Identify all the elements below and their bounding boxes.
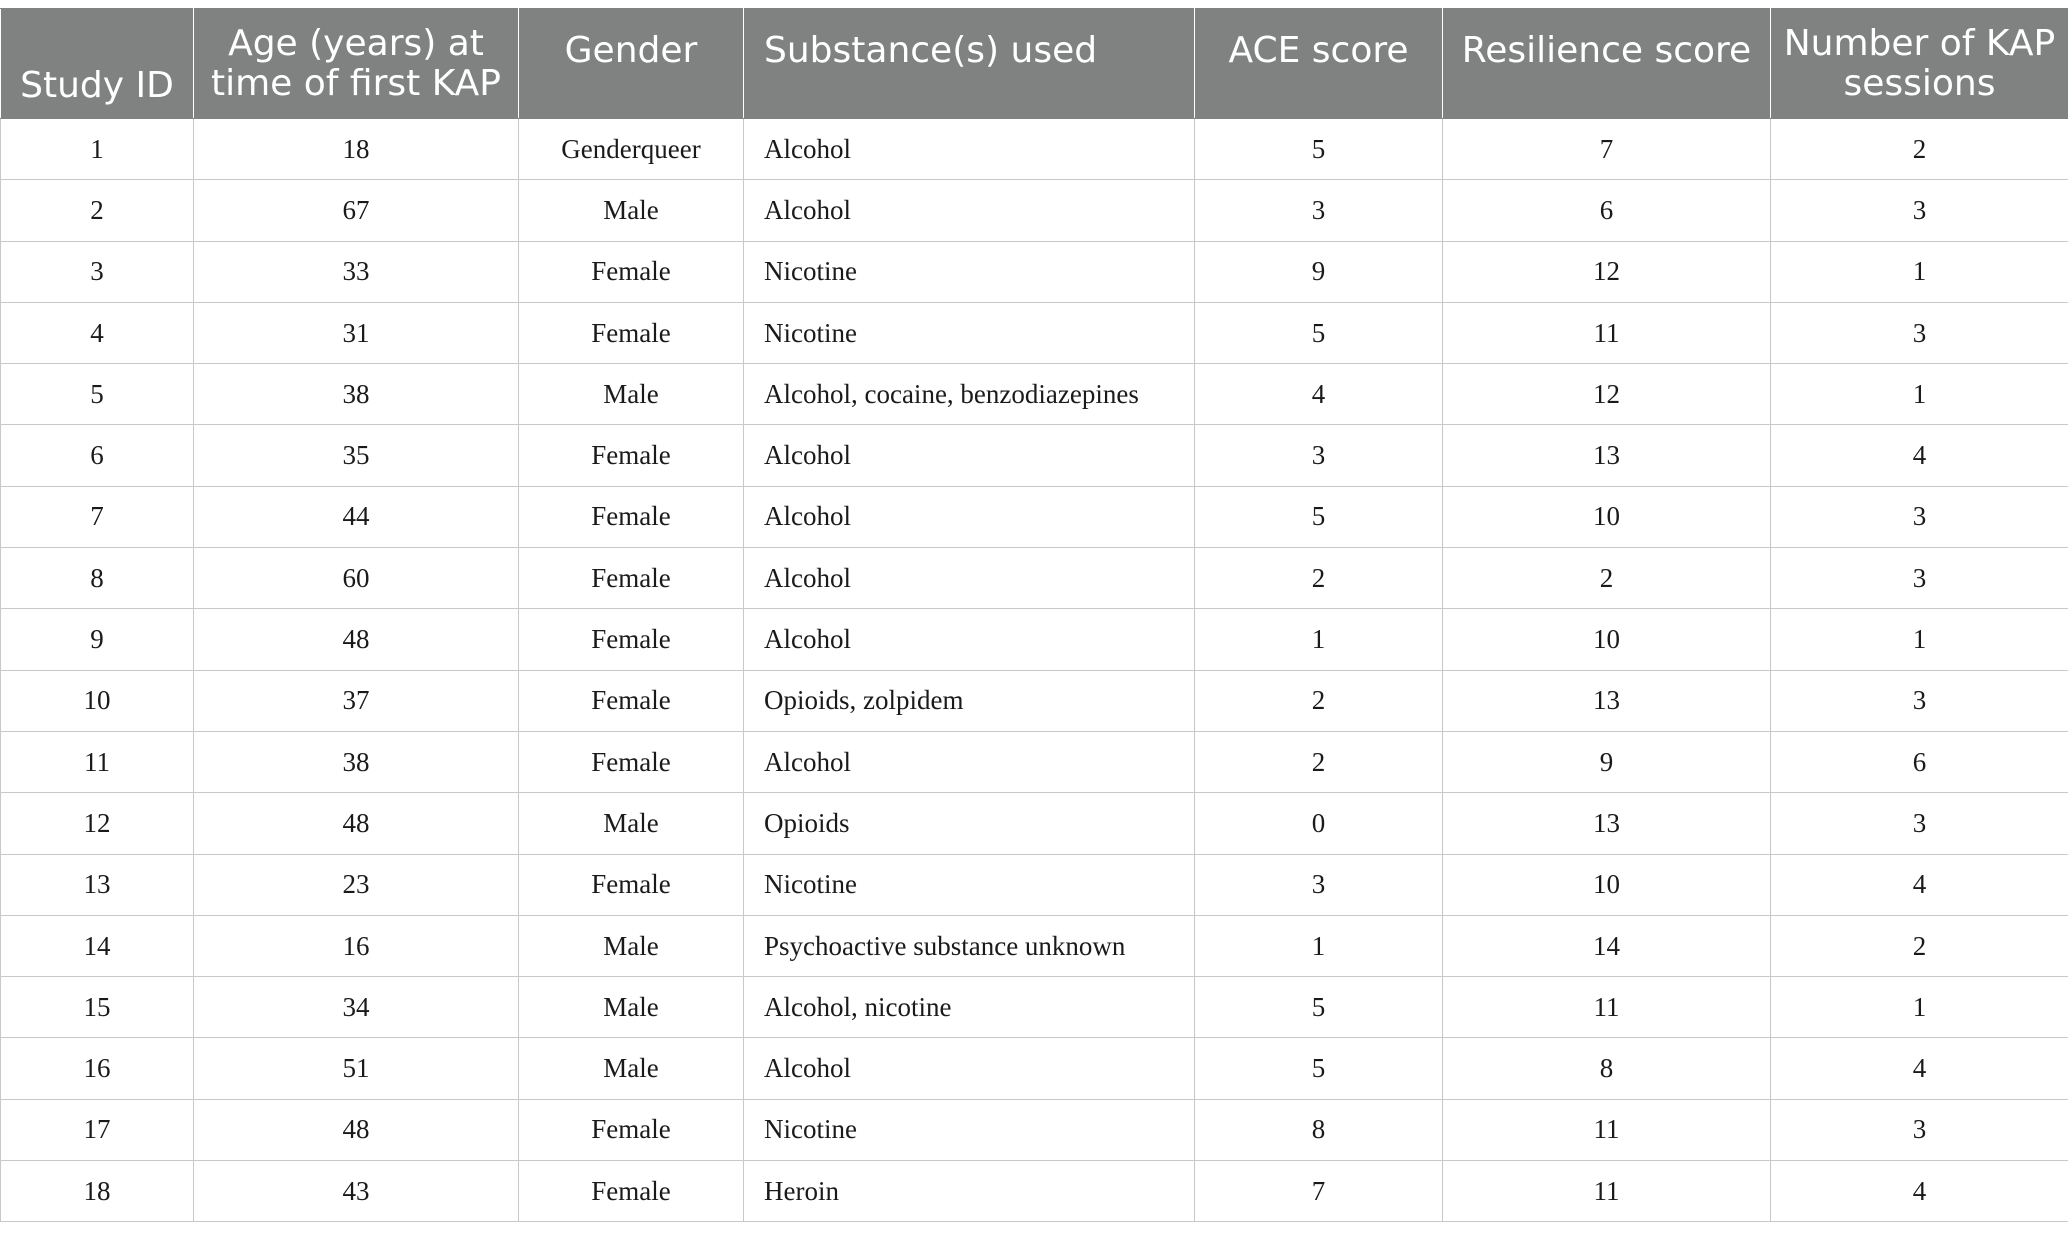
cell-age: 43 bbox=[194, 1161, 519, 1222]
table-row bbox=[1, 670, 2068, 731]
cell-study-id: 5 bbox=[1, 364, 194, 425]
cell-gender: Female bbox=[519, 302, 744, 363]
cell-age: 60 bbox=[194, 548, 519, 609]
cell-age: 34 bbox=[194, 977, 519, 1038]
cell-gender: Male bbox=[519, 915, 744, 976]
cell-ace-score: 3 bbox=[1195, 854, 1443, 915]
cell-age: 18 bbox=[194, 119, 519, 180]
cell-study-id: 16 bbox=[1, 1038, 194, 1099]
cell-substances: Opioids, zolpidem bbox=[744, 670, 1195, 731]
cell-ace-score: 4 bbox=[1195, 364, 1443, 425]
cell-gender: Female bbox=[519, 854, 744, 915]
cell-substances: Nicotine bbox=[744, 302, 1195, 363]
cell-substances: Alcohol, cocaine, benzodiazepines bbox=[744, 364, 1195, 425]
cell-kap-sessions: 1 bbox=[1771, 609, 2068, 670]
table-row bbox=[1, 364, 2068, 425]
cell-resilience-score: 11 bbox=[1443, 1161, 1771, 1222]
table-row bbox=[1, 302, 2068, 363]
cell-kap-sessions: 4 bbox=[1771, 854, 2068, 915]
cell-ace-score: 2 bbox=[1195, 670, 1443, 731]
header-gender: Gender bbox=[519, 9, 744, 119]
table-row bbox=[1, 180, 2068, 241]
cell-substances: Alcohol bbox=[744, 180, 1195, 241]
cell-ace-score: 5 bbox=[1195, 977, 1443, 1038]
cell-ace-score: 0 bbox=[1195, 793, 1443, 854]
cell-age: 38 bbox=[194, 731, 519, 792]
cell-kap-sessions: 1 bbox=[1771, 364, 2068, 425]
table-row bbox=[1, 425, 2068, 486]
cell-resilience-score: 7 bbox=[1443, 119, 1771, 180]
cell-resilience-score: 14 bbox=[1443, 915, 1771, 976]
cell-ace-score: 2 bbox=[1195, 731, 1443, 792]
cell-study-id: 4 bbox=[1, 302, 194, 363]
table-row bbox=[1, 915, 2068, 976]
cell-gender: Female bbox=[519, 609, 744, 670]
data-table-container bbox=[0, 8, 2068, 1222]
cell-age: 31 bbox=[194, 302, 519, 363]
cell-resilience-score: 8 bbox=[1443, 1038, 1771, 1099]
cell-resilience-score: 12 bbox=[1443, 241, 1771, 302]
cell-substances: Alcohol bbox=[744, 609, 1195, 670]
cell-resilience-score: 6 bbox=[1443, 180, 1771, 241]
cell-substances: Alcohol bbox=[744, 731, 1195, 792]
cell-substances: Heroin bbox=[744, 1161, 1195, 1222]
cell-kap-sessions: 1 bbox=[1771, 977, 2068, 1038]
cell-kap-sessions: 3 bbox=[1771, 793, 2068, 854]
cell-gender: Female bbox=[519, 425, 744, 486]
cell-gender: Female bbox=[519, 241, 744, 302]
header-row bbox=[1, 9, 2068, 119]
cell-substances: Alcohol bbox=[744, 119, 1195, 180]
cell-substances: Opioids bbox=[744, 793, 1195, 854]
cell-study-id: 3 bbox=[1, 241, 194, 302]
cell-kap-sessions: 3 bbox=[1771, 548, 2068, 609]
cell-ace-score: 5 bbox=[1195, 302, 1443, 363]
cell-gender: Genderqueer bbox=[519, 119, 744, 180]
cell-study-id: 14 bbox=[1, 915, 194, 976]
cell-kap-sessions: 4 bbox=[1771, 1161, 2068, 1222]
cell-resilience-score: 12 bbox=[1443, 364, 1771, 425]
table-row bbox=[1, 731, 2068, 792]
cell-gender: Male bbox=[519, 180, 744, 241]
table-row bbox=[1, 609, 2068, 670]
header-kap-sessions: Number of KAP sessions bbox=[1771, 9, 2068, 119]
header-substances: Substance(s) used bbox=[744, 9, 1195, 119]
cell-resilience-score: 10 bbox=[1443, 486, 1771, 547]
cell-substances: Nicotine bbox=[744, 241, 1195, 302]
cell-gender: Male bbox=[519, 977, 744, 1038]
cell-kap-sessions: 2 bbox=[1771, 119, 2068, 180]
cell-study-id: 18 bbox=[1, 1161, 194, 1222]
cell-kap-sessions: 3 bbox=[1771, 180, 2068, 241]
cell-kap-sessions: 4 bbox=[1771, 1038, 2068, 1099]
cell-age: 48 bbox=[194, 609, 519, 670]
cell-gender: Male bbox=[519, 364, 744, 425]
cell-age: 23 bbox=[194, 854, 519, 915]
cell-study-id: 6 bbox=[1, 425, 194, 486]
cell-kap-sessions: 4 bbox=[1771, 425, 2068, 486]
cell-ace-score: 9 bbox=[1195, 241, 1443, 302]
cell-study-id: 7 bbox=[1, 486, 194, 547]
table-row bbox=[1, 1161, 2068, 1222]
cell-ace-score: 5 bbox=[1195, 1038, 1443, 1099]
cell-resilience-score: 11 bbox=[1443, 302, 1771, 363]
kap-participants-table bbox=[0, 8, 2068, 1222]
cell-age: 38 bbox=[194, 364, 519, 425]
header-age: Age (years) at time of first KAP bbox=[194, 9, 519, 119]
cell-age: 33 bbox=[194, 241, 519, 302]
table-body bbox=[1, 119, 2068, 1222]
table-row bbox=[1, 977, 2068, 1038]
cell-substances: Alcohol bbox=[744, 1038, 1195, 1099]
cell-resilience-score: 10 bbox=[1443, 609, 1771, 670]
cell-ace-score: 7 bbox=[1195, 1161, 1443, 1222]
cell-gender: Female bbox=[519, 731, 744, 792]
cell-kap-sessions: 1 bbox=[1771, 241, 2068, 302]
cell-study-id: 10 bbox=[1, 670, 194, 731]
cell-resilience-score: 13 bbox=[1443, 670, 1771, 731]
cell-resilience-score: 9 bbox=[1443, 731, 1771, 792]
header-study-id: Study ID bbox=[1, 9, 194, 119]
cell-resilience-score: 11 bbox=[1443, 977, 1771, 1038]
cell-substances: Alcohol bbox=[744, 548, 1195, 609]
cell-study-id: 2 bbox=[1, 180, 194, 241]
cell-age: 67 bbox=[194, 180, 519, 241]
cell-ace-score: 3 bbox=[1195, 425, 1443, 486]
cell-kap-sessions: 3 bbox=[1771, 670, 2068, 731]
cell-study-id: 9 bbox=[1, 609, 194, 670]
cell-substances: Nicotine bbox=[744, 854, 1195, 915]
cell-resilience-score: 13 bbox=[1443, 793, 1771, 854]
cell-age: 51 bbox=[194, 1038, 519, 1099]
cell-age: 35 bbox=[194, 425, 519, 486]
cell-gender: Female bbox=[519, 1099, 744, 1160]
cell-ace-score: 2 bbox=[1195, 548, 1443, 609]
cell-study-id: 13 bbox=[1, 854, 194, 915]
cell-age: 16 bbox=[194, 915, 519, 976]
cell-gender: Female bbox=[519, 1161, 744, 1222]
table-row bbox=[1, 548, 2068, 609]
cell-study-id: 11 bbox=[1, 731, 194, 792]
table-row bbox=[1, 241, 2068, 302]
table-row bbox=[1, 486, 2068, 547]
table-row bbox=[1, 119, 2068, 180]
header-resilience-score: Resilience score bbox=[1443, 9, 1771, 119]
cell-gender: Male bbox=[519, 1038, 744, 1099]
cell-substances: Alcohol bbox=[744, 425, 1195, 486]
table-row bbox=[1, 854, 2068, 915]
cell-gender: Female bbox=[519, 670, 744, 731]
cell-age: 44 bbox=[194, 486, 519, 547]
cell-kap-sessions: 3 bbox=[1771, 1099, 2068, 1160]
table-header bbox=[1, 9, 2068, 119]
cell-resilience-score: 11 bbox=[1443, 1099, 1771, 1160]
cell-study-id: 1 bbox=[1, 119, 194, 180]
cell-gender: Male bbox=[519, 793, 744, 854]
cell-resilience-score: 10 bbox=[1443, 854, 1771, 915]
cell-age: 48 bbox=[194, 1099, 519, 1160]
cell-ace-score: 5 bbox=[1195, 486, 1443, 547]
cell-ace-score: 5 bbox=[1195, 119, 1443, 180]
cell-kap-sessions: 2 bbox=[1771, 915, 2068, 976]
cell-study-id: 17 bbox=[1, 1099, 194, 1160]
cell-study-id: 12 bbox=[1, 793, 194, 854]
cell-kap-sessions: 3 bbox=[1771, 302, 2068, 363]
cell-resilience-score: 2 bbox=[1443, 548, 1771, 609]
cell-ace-score: 3 bbox=[1195, 180, 1443, 241]
cell-ace-score: 1 bbox=[1195, 609, 1443, 670]
table-row bbox=[1, 793, 2068, 854]
cell-resilience-score: 13 bbox=[1443, 425, 1771, 486]
cell-substances: Psychoactive substance unknown bbox=[744, 915, 1195, 976]
cell-substances: Alcohol bbox=[744, 486, 1195, 547]
cell-ace-score: 1 bbox=[1195, 915, 1443, 976]
header-ace-score: ACE score bbox=[1195, 9, 1443, 119]
cell-gender: Female bbox=[519, 486, 744, 547]
cell-kap-sessions: 6 bbox=[1771, 731, 2068, 792]
cell-ace-score: 8 bbox=[1195, 1099, 1443, 1160]
table-row bbox=[1, 1038, 2068, 1099]
cell-age: 48 bbox=[194, 793, 519, 854]
cell-kap-sessions: 3 bbox=[1771, 486, 2068, 547]
cell-study-id: 8 bbox=[1, 548, 194, 609]
cell-gender: Female bbox=[519, 548, 744, 609]
cell-substances: Alcohol, nicotine bbox=[744, 977, 1195, 1038]
cell-age: 37 bbox=[194, 670, 519, 731]
cell-study-id: 15 bbox=[1, 977, 194, 1038]
table-row bbox=[1, 1099, 2068, 1160]
cell-substances: Nicotine bbox=[744, 1099, 1195, 1160]
